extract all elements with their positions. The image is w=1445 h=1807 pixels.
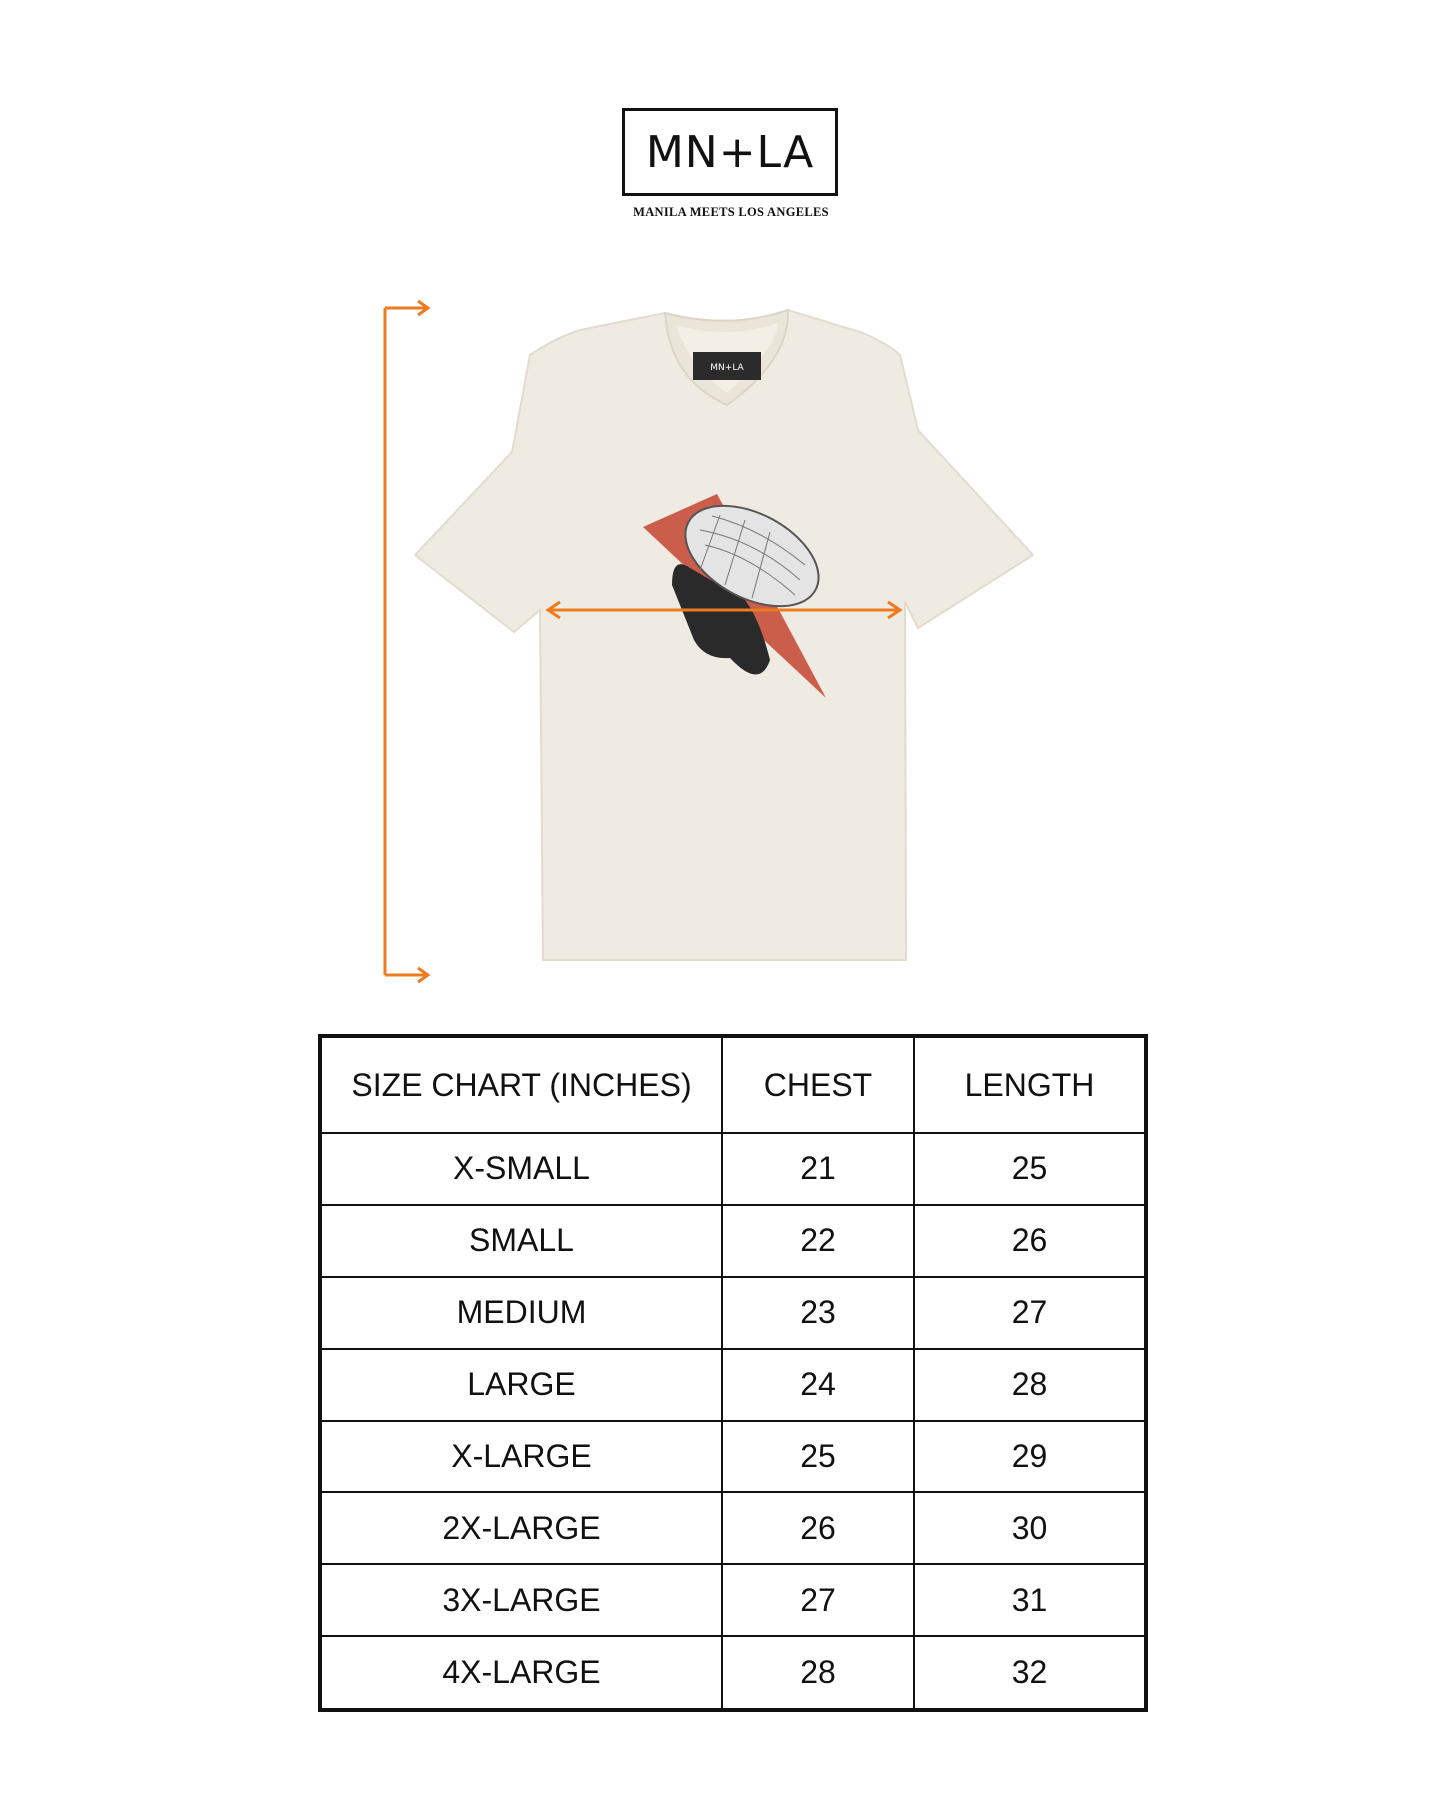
length-cell: 32: [914, 1636, 1146, 1710]
length-cell: 25: [914, 1133, 1146, 1205]
table-row: [320, 1636, 1146, 1710]
length-cell: 26: [914, 1205, 1146, 1277]
table-row: [320, 1133, 1146, 1205]
length-cell: 31: [914, 1564, 1146, 1636]
size-chart-table: [318, 1034, 1148, 1712]
size-cell: SMALL: [320, 1205, 722, 1277]
chest-cell: 28: [722, 1636, 914, 1710]
chest-cell: 23: [722, 1277, 914, 1349]
length-measure-arrow: [385, 301, 428, 982]
size-cell: X-LARGE: [320, 1421, 722, 1493]
size-cell: X-SMALL: [320, 1133, 722, 1205]
length-cell: 27: [914, 1277, 1146, 1349]
length-cell: 28: [914, 1349, 1146, 1421]
chest-cell: 25: [722, 1421, 914, 1493]
size-cell: 3X-LARGE: [320, 1564, 722, 1636]
neck-label: [693, 352, 761, 380]
size-chart-header-row: [320, 1036, 1146, 1133]
chest-cell: 22: [722, 1205, 914, 1277]
chest-cell: 27: [722, 1564, 914, 1636]
table-row: [320, 1349, 1146, 1421]
neck-label-text: MN+LA: [710, 363, 744, 373]
chest-cell: 21: [722, 1133, 914, 1205]
table-row: [320, 1564, 1146, 1636]
chest-cell: 24: [722, 1349, 914, 1421]
size-cell: 4X-LARGE: [320, 1636, 722, 1710]
brand-logo-text: MN+LA: [645, 126, 815, 178]
table-row: [320, 1277, 1146, 1349]
header-chest: CHEST: [722, 1036, 914, 1133]
header-length: LENGTH: [914, 1036, 1146, 1133]
length-cell: 30: [914, 1492, 1146, 1564]
table-row: [320, 1421, 1146, 1493]
header-size: SIZE CHART (INCHES): [320, 1036, 722, 1133]
size-cell: 2X-LARGE: [320, 1492, 722, 1564]
brand-tagline: MANILA MEETS LOS ANGELES: [633, 205, 829, 219]
table-row: [320, 1492, 1146, 1564]
size-cell: MEDIUM: [320, 1277, 722, 1349]
table-row: [320, 1205, 1146, 1277]
chest-cell: 26: [722, 1492, 914, 1564]
length-cell: 29: [914, 1421, 1146, 1493]
size-cell: LARGE: [320, 1349, 722, 1421]
